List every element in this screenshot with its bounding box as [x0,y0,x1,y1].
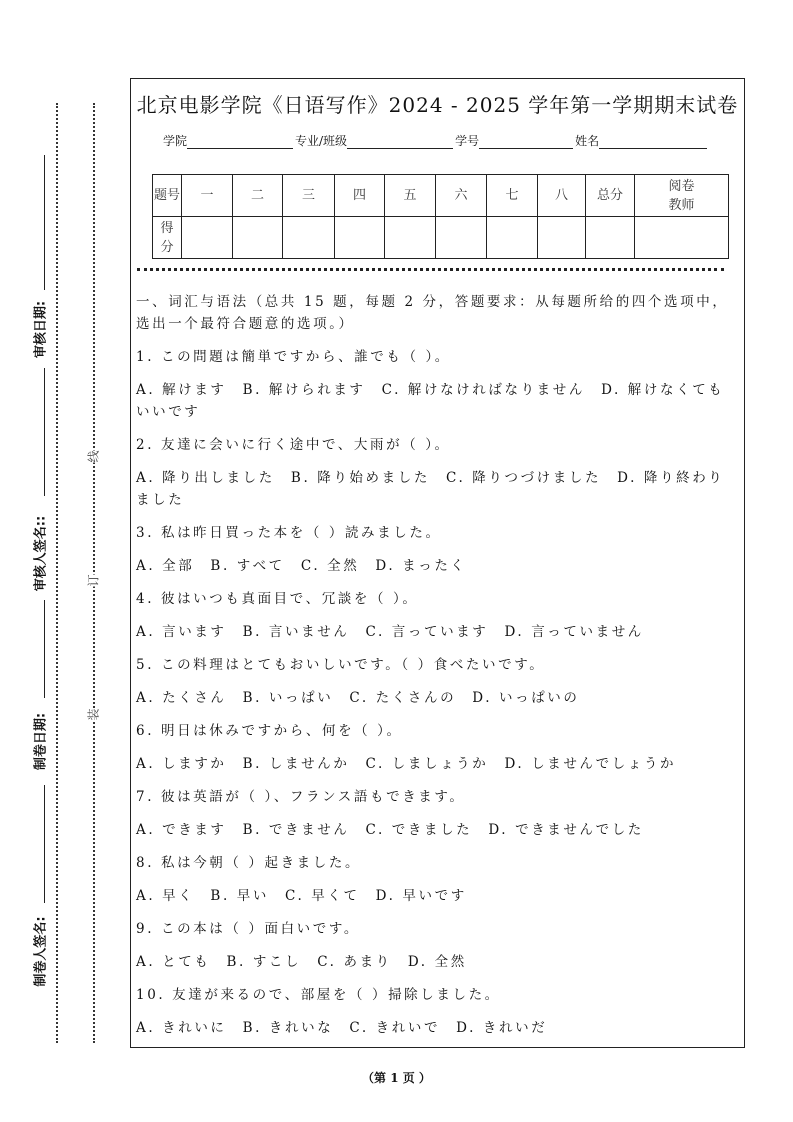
binding-mark-bind: 装 [86,708,101,721]
table-row-header [153,175,729,217]
binding-dotted-line-outer [56,103,58,1043]
row-label-question-no: 题号 [153,175,182,217]
question-options: A. 降り出しました B. 降り始めました C. 降りつづけました D. 降り終わりました [136,470,725,508]
row-label-score: 得分 [153,217,182,259]
score-cell[interactable] [283,217,335,259]
section-heading: 一、词汇与语法（总共 15 题，每题 2 分，答题要求：从每题所给的四个选项中，选出一个最符合题意的选项。） [136,294,729,332]
question-options: A. できます B. できません C. できました D. できませんでした [136,822,644,838]
question: 9. この本は（ ）面白いです。 [136,921,360,937]
column-header: 七 [487,175,538,217]
question: 5. この料理はとてもおいしいです。（ ）食べたいです。 [136,657,546,673]
question-options: A. 早く B. 早い C. 早くて D. 早いです [136,888,467,904]
column-header: 二 [233,175,283,217]
question: 1. この問題は簡単ですから、誰でも（ ）。 [136,349,451,365]
exam-frame [130,78,745,1048]
section-divider [137,268,724,271]
student-id-blank[interactable] [479,134,573,149]
score-cell[interactable] [487,217,538,259]
column-header: 三 [283,175,335,217]
preparation-date-label: 制卷日期: [33,712,49,771]
score-cell[interactable] [385,217,436,259]
field-label-major-class: 专业/班级 [295,134,348,148]
question: 6. 明日は休みですから、何を（ ）。 [136,723,403,739]
question-options: A. しますか B. しませんか C. しましょうか D. しませんでしょうか [136,756,677,772]
question-options: A. 解けます B. 解けられます C. 解けなければなりません D. 解けなくてもいいです [136,382,725,420]
reviewer-signature-label: 审核人签名:: [33,515,49,592]
question-options: A. 言います B. 言いません C. 言っています D. 言っていません [136,624,644,640]
score-cell[interactable] [436,217,487,259]
question: 4. 彼はいつも真面目で、冗談を（ ）。 [136,591,419,607]
question-options: A. きれいに B. きれいな C. きれいで D. きれいだ [136,1020,548,1036]
score-cell[interactable] [335,217,385,259]
column-header: 八 [538,175,586,217]
column-header: 一 [182,175,233,217]
column-header: 五 [385,175,436,217]
score-cell-grader[interactable] [635,217,729,259]
preparer-signature-label: 制卷人签名: [33,916,49,987]
question: 3. 私は昨日買った本を（ ）読みました。 [136,525,442,541]
question: 8. 私は今朝（ ）起きました。 [136,855,362,871]
binding-dotted-line-inner [93,103,95,1043]
field-label-student-id: 学号 [455,134,480,148]
question-options: A. とても B. すこし C. あまり D. 全然 [136,954,467,970]
column-header-total: 总分 [586,175,635,217]
question-options: A. 全部 B. すべて C. 全然 D. まったく [136,558,467,574]
field-label-college: 学院 [163,134,188,148]
section-vocabulary-grammar [136,291,738,1050]
score-cell[interactable] [538,217,586,259]
college-blank[interactable] [187,134,293,149]
question-options: A. たくさん B. いっぱい C. たくさんの D. いっぱいの [136,690,580,706]
score-cell[interactable] [233,217,283,259]
binding-mark-staple: 订 [86,574,101,587]
binding-mark-line: 线 [86,450,101,463]
question: 7. 彼は英語が（ ）、フランス語もできます。 [136,789,466,805]
score-cell[interactable] [182,217,233,259]
column-header: 四 [335,175,385,217]
field-label-name: 姓名 [575,134,600,148]
question: 10. 友達が来るので、部屋を（ ）掃除しました。 [136,987,501,1003]
table-row-score [153,217,729,259]
column-header: 六 [436,175,487,217]
major-class-blank[interactable] [347,134,453,149]
question: 2. 友達に会いに行く途中で、大雨が（ ）。 [136,437,451,453]
score-cell-total[interactable] [586,217,635,259]
review-date-label: 审核日期: [33,300,49,359]
exam-title: 北京电影学院《日语写作》2024 - 2025 学年第一学期期末试卷 [136,93,739,117]
score-table [152,174,729,259]
column-header-grader: 阅卷教师 [635,175,729,217]
name-blank[interactable] [599,134,707,149]
signature-line [44,785,45,903]
page-number: （第 1 页 ） [362,1071,431,1085]
student-info-row [163,132,709,149]
